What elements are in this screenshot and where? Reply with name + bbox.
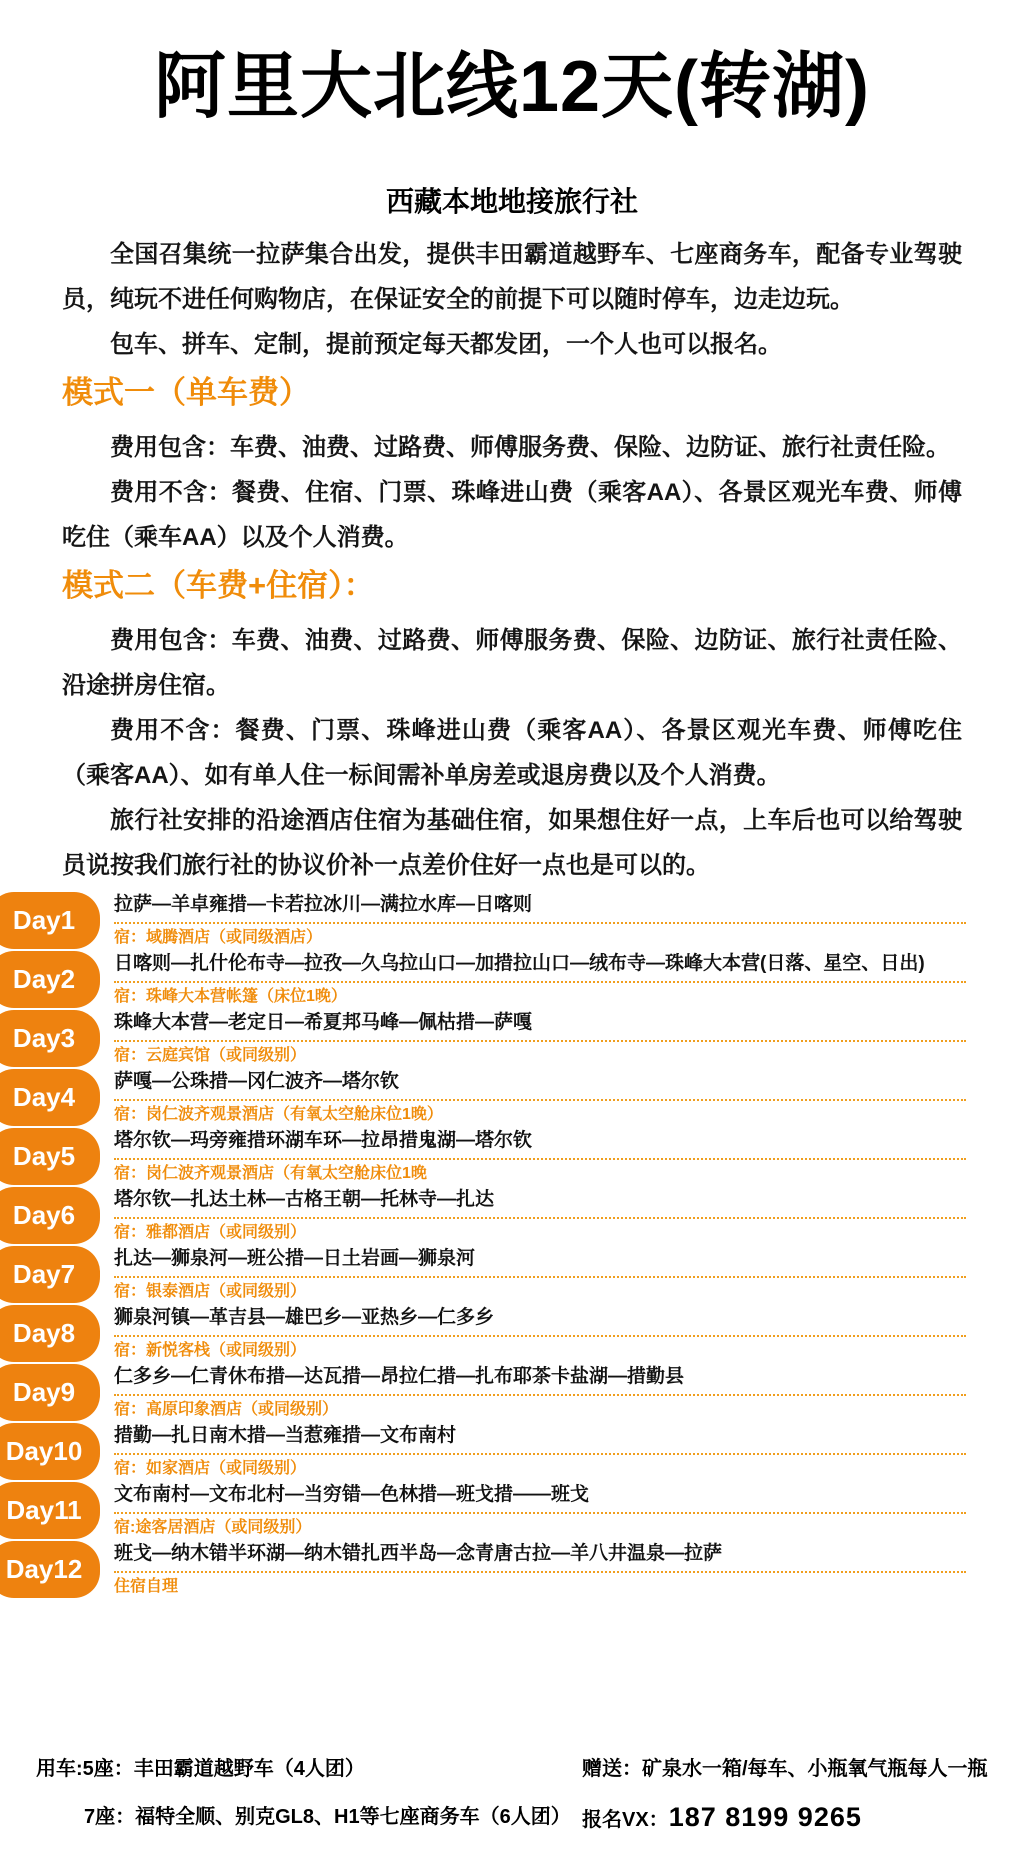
day-route: 日喀则—扎什伦布寺—拉孜—久乌拉山口—加措拉山口—绒布寺—珠峰大本营(日落、星空、日出) — [114, 953, 925, 974]
mode1-heading: 模式一（单车费） — [62, 375, 310, 410]
dotted-divider — [114, 1040, 966, 1042]
day-content — [114, 1188, 1024, 1243]
day-content — [114, 952, 1024, 1007]
vx-number: 187 8199 9265 — [668, 1802, 862, 1832]
day-route: 塔尔钦—扎达土林—古格王朝—托林寺—扎达 — [114, 1189, 495, 1210]
day-route: 塔尔钦—玛旁雍措环湖车环—拉昂措鬼湖—塔尔钦 — [114, 1130, 533, 1151]
signup-vx — [582, 1798, 862, 1839]
mode2-note: 旅行社安排的沿途酒店住宿为基础住宿，如果想住好一点，上车后也可以给驾驶员说按我们旅行社的协议价补一点差价住好一点也是可以的。 — [62, 807, 962, 879]
day-row — [0, 951, 1024, 1008]
day-content — [114, 1129, 1024, 1184]
day-content — [114, 1247, 1024, 1302]
day-row — [0, 1364, 1024, 1421]
intro-paragraph-2: 包车、拼车、定制，提前预定每天都发团，一个人也可以报名。 — [110, 331, 782, 358]
day-stay: 宿：高原印象酒店（或同级别） — [114, 1401, 339, 1418]
mode2-exclude: 费用不含：餐费、门票、珠峰进山费（乘客AA）、各景区观光车费、师傅吃住（乘客AA）、如有单人住一标间需补单房差或退房费以及个人消费。 — [62, 717, 962, 789]
dotted-divider — [114, 1394, 966, 1396]
day-content — [114, 1542, 1024, 1597]
day-stay: 宿：如家酒店（或同级别） — [114, 1460, 307, 1477]
day-row — [0, 1187, 1024, 1244]
mode1-exclude: 费用不含：餐费、住宿、门票、珠峰进山费（乘客AA）、各景区观光车费、师傅吃住（乘车AA）以及个人消费。 — [62, 479, 962, 551]
day-stay: 宿：云庭宾馆（或同级别） — [114, 1047, 307, 1064]
page-title: 阿里大北线12天(转湖) — [153, 47, 871, 127]
day-badge: Day6 — [0, 1187, 100, 1244]
day-row — [0, 1482, 1024, 1539]
dotted-divider — [114, 1158, 966, 1160]
day-row — [0, 1305, 1024, 1362]
day-stay: 宿：新悦客栈（或同级别） — [114, 1342, 307, 1359]
dotted-divider — [114, 1217, 966, 1219]
poster — [0, 42, 1024, 1832]
dotted-divider — [114, 1571, 966, 1573]
intro-paragraph-1: 全国召集统一拉萨集合出发，提供丰田霸道越野车、七座商务车，配备专业驾驶员，纯玩不进任何购物店，在保证安全的前提下可以随时停车，边走边玩。 — [62, 241, 962, 313]
day-badge: Day11 — [0, 1482, 100, 1539]
day-row — [0, 1069, 1024, 1126]
day-badge: Day3 — [0, 1010, 100, 1067]
mode1-include: 费用包含：车费、油费、过路费、师傅服务费、保险、边防证、旅行社责任险。 — [110, 434, 950, 461]
day-route: 拉萨—羊卓雍措—卡若拉冰川—满拉水库—日喀则 — [114, 894, 533, 915]
day-badge: Day10 — [0, 1423, 100, 1480]
day-route: 措勤—扎日南木措—当惹雍措—文布南村 — [114, 1425, 457, 1446]
day-stay: 宿:途客居酒店（或同级别） — [114, 1519, 312, 1536]
day-content — [114, 1306, 1024, 1361]
day-content — [114, 1070, 1024, 1125]
day-stay: 宿：银泰酒店（或同级别） — [114, 1283, 307, 1300]
day-row — [0, 1541, 1024, 1598]
day-content — [114, 1483, 1024, 1538]
day-route: 班戈—纳木错半环湖—纳木错扎西半岛—念青唐古拉—羊八井温泉—拉萨 — [114, 1543, 723, 1564]
day-route: 扎达—狮泉河—班公措—日土岩画—狮泉河 — [114, 1248, 476, 1269]
agency-subtitle: 西藏本地地接旅行社 — [385, 186, 638, 217]
dotted-divider — [114, 981, 966, 983]
dotted-divider — [114, 1453, 966, 1455]
day-row — [0, 1246, 1024, 1303]
vehicle-5seat-info: 用车:5座：丰田霸道越野车（4人团） — [36, 1758, 365, 1780]
day-row — [0, 1010, 1024, 1067]
dotted-divider — [114, 1335, 966, 1337]
day-content — [114, 1011, 1024, 1066]
day-stay: 宿：岗仁波齐观景酒店（有氧太空舱床位1晚） — [114, 1106, 443, 1123]
dotted-divider — [114, 1512, 966, 1514]
day-stay: 住宿自理 — [114, 1578, 179, 1595]
day-route: 文布南村—文布北村—当穷错—色林措—班戈措——班戈 — [114, 1484, 590, 1505]
footer-row-1 — [0, 1754, 1024, 1784]
day-badge: Day8 — [0, 1305, 100, 1362]
day-badge: Day12 — [0, 1541, 100, 1598]
day-badge: Day9 — [0, 1364, 100, 1421]
day-row — [0, 892, 1024, 949]
day-content — [114, 1424, 1024, 1479]
day-badge: Day2 — [0, 951, 100, 1008]
day-badge: Day7 — [0, 1246, 100, 1303]
day-stay: 宿：域腾酒店（或同级酒店） — [114, 929, 323, 946]
day-badge: Day1 — [0, 892, 100, 949]
day-stay: 宿：岗仁波齐观景酒店（有氧太空舱床位1晚 — [114, 1165, 427, 1182]
mode2-heading: 模式二（车费+住宿）： — [62, 568, 375, 603]
vx-label: 报名VX： — [582, 1809, 669, 1831]
day-route: 珠峰大本营—老定日—希夏邦马峰—佩枯措—萨嘎 — [114, 1012, 533, 1033]
day-row — [0, 1128, 1024, 1185]
day-stay: 宿：珠峰大本营帐篷（床位1晚） — [114, 988, 347, 1005]
day-route: 狮泉河镇—革吉县—雄巴乡—亚热乡—仁多乡 — [114, 1307, 495, 1328]
day-badge: Day4 — [0, 1069, 100, 1126]
mode2-include: 费用包含：车费、油费、过路费、师傅服务费、保险、边防证、旅行社责任险、沿途拼房住宿。 — [62, 627, 962, 699]
dotted-divider — [114, 1099, 966, 1101]
day-badge: Day5 — [0, 1128, 100, 1185]
day-row — [0, 1423, 1024, 1480]
day-stay: 宿：雅都酒店（或同级别） — [114, 1224, 307, 1241]
vehicle-7seat-info: 7座：福特全顺、别克GL8、H1等七座商务车（6人团） — [84, 1806, 571, 1828]
day-route: 仁多乡—仁青休布措—达瓦措—昂拉仁措—扎布耶茶卡盐湖—措勤县 — [114, 1366, 685, 1387]
gift-info: 赠送：矿泉水一箱/每车、小瓶氧气瓶每人一瓶 — [582, 1758, 988, 1780]
itinerary-list — [0, 892, 1024, 1598]
day-content — [114, 893, 1024, 948]
footer — [0, 1754, 1024, 1836]
day-content — [114, 1365, 1024, 1420]
footer-row-2 — [0, 1798, 1024, 1836]
dotted-divider — [114, 1276, 966, 1278]
dotted-divider — [114, 922, 966, 924]
day-route: 萨嘎—公珠措—冈仁波齐—塔尔钦 — [114, 1071, 400, 1092]
